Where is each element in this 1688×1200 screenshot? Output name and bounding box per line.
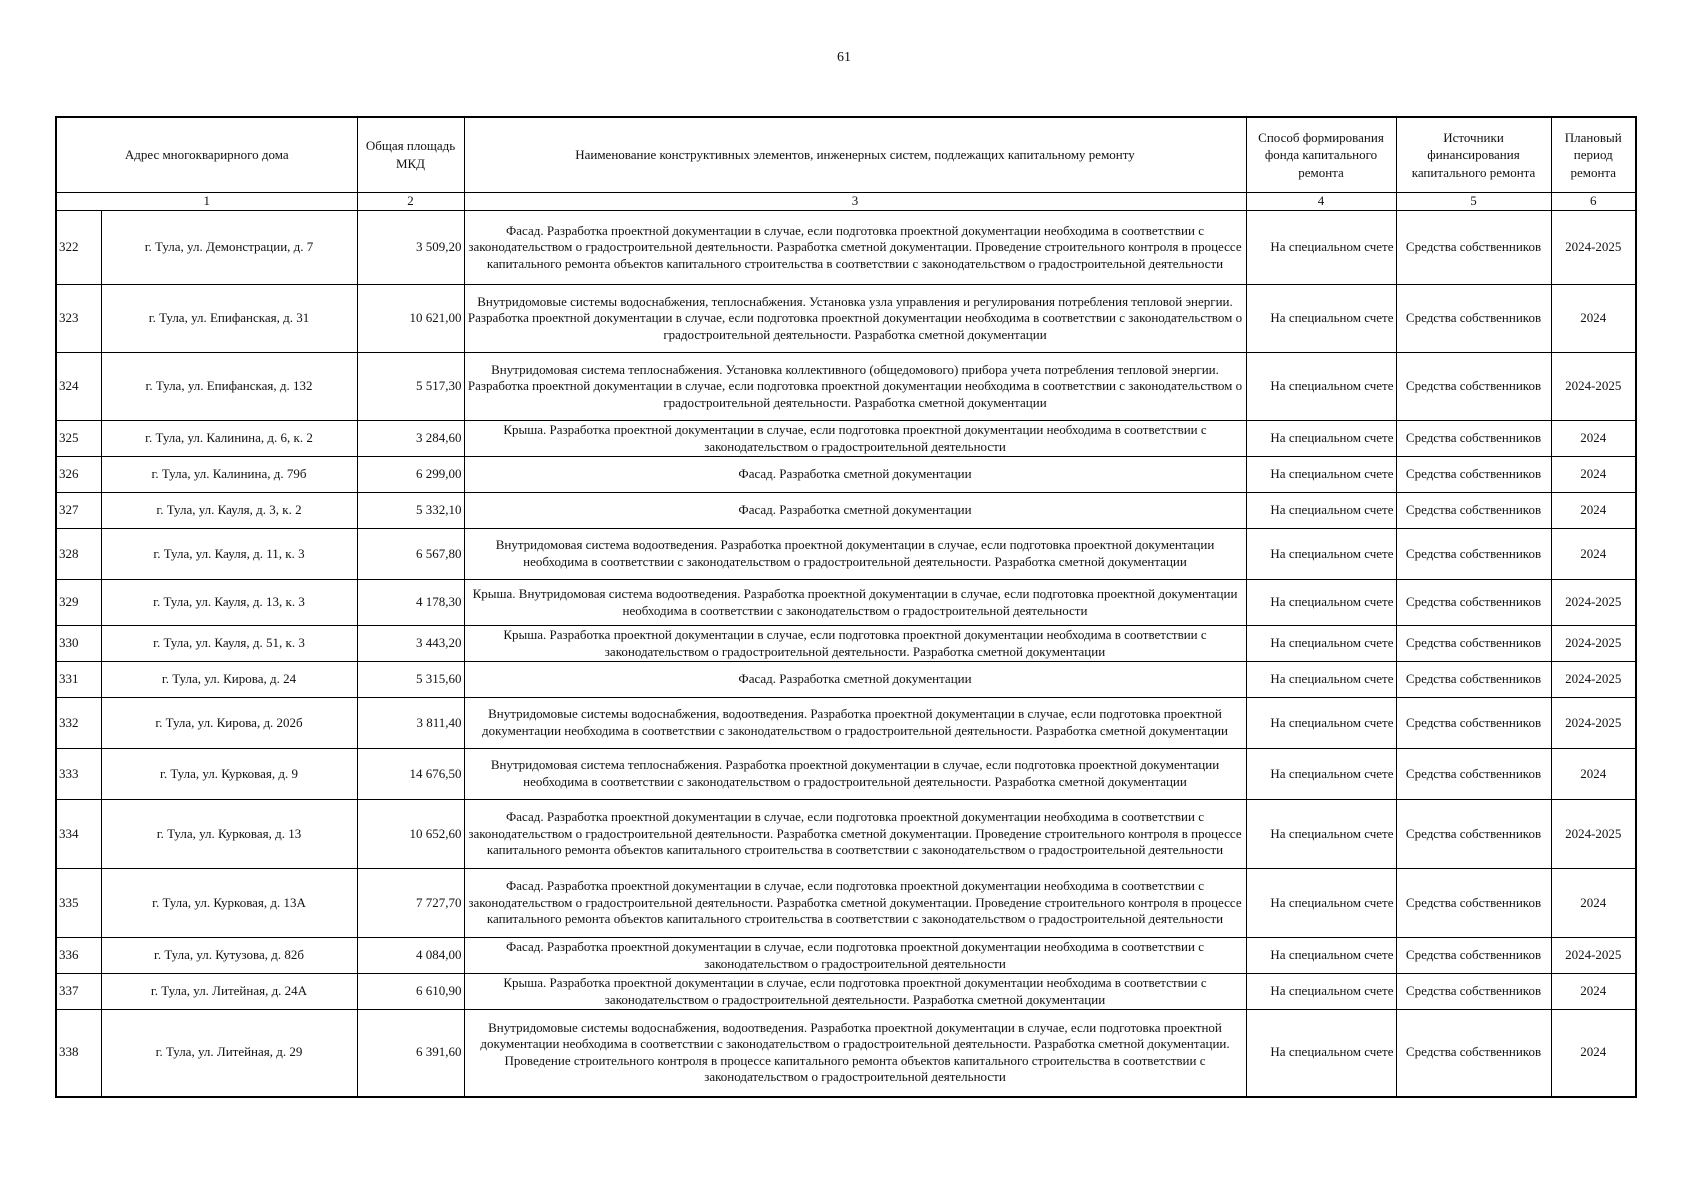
method-cell: На специальном счете: [1246, 529, 1396, 580]
page-number: 61: [837, 50, 851, 65]
area-cell: 6 610,90: [357, 974, 464, 1010]
period-cell: 2024: [1551, 285, 1636, 353]
description-cell: Внутридомовая система водоотведения. Разработка проектной документации в случае, если подготовка проектной документации необходима в соответствии с законодательством о градостроительной деятельности. Разработка сметной документации: [464, 529, 1246, 580]
header-method: Способ формирования фонда капитального ремонта: [1246, 117, 1396, 193]
table-row: [56, 285, 1636, 353]
area-cell: 7 727,70: [357, 869, 464, 938]
source-cell: Средства собственников: [1396, 529, 1551, 580]
source-cell: Средства собственников: [1396, 974, 1551, 1010]
address-cell: г. Тула, ул. Кирова, д. 24: [101, 662, 357, 698]
description-cell: Внутридомовая система теплоснабжения. Разработка проектной документации в случае, если подготовка проектной документации необходима в соответствии с законодательством о градостроительной деятельности. Разработка сметной документации: [464, 749, 1246, 800]
row-number: 324: [56, 353, 101, 421]
description-cell: Внутридомовые системы водоснабжения, водоотведения. Разработка проектной документации в случае, если подготовка проектной документации необходима в соответствии с законодательством о градостроительной деятельности. Разработка сметной документации: [464, 698, 1246, 749]
address-cell: г. Тула, ул. Курковая, д. 13А: [101, 869, 357, 938]
row-number: 327: [56, 493, 101, 529]
row-number: 332: [56, 698, 101, 749]
method-cell: На специальном счете: [1246, 662, 1396, 698]
row-number: 323: [56, 285, 101, 353]
area-cell: 3 811,40: [357, 698, 464, 749]
column-number: 2: [357, 193, 464, 211]
method-cell: На специальном счете: [1246, 211, 1396, 285]
table-row: [56, 457, 1636, 493]
period-cell: 2024: [1551, 421, 1636, 457]
period-cell: 2024-2025: [1551, 211, 1636, 285]
table-row: [56, 353, 1636, 421]
header-elements: Наименование конструктивных элементов, инженерных систем, подлежащих капитальному ремонту: [464, 117, 1246, 193]
method-cell: На специальном счете: [1246, 974, 1396, 1010]
address-cell: г. Тула, ул. Литейная, д. 29: [101, 1010, 357, 1097]
address-cell: г. Тула, ул. Курковая, д. 9: [101, 749, 357, 800]
row-number: 338: [56, 1010, 101, 1097]
table-row: [56, 869, 1636, 938]
source-cell: Средства собственников: [1396, 580, 1551, 626]
method-cell: На специальном счете: [1246, 421, 1396, 457]
header-address: Адрес многокварирного дома: [56, 117, 357, 193]
area-cell: 4 084,00: [357, 938, 464, 974]
address-cell: г. Тула, ул. Кауля, д. 13, к. 3: [101, 580, 357, 626]
column-number: 6: [1551, 193, 1636, 211]
period-cell: 2024-2025: [1551, 626, 1636, 662]
method-cell: На специальном счете: [1246, 800, 1396, 869]
table-row: [56, 421, 1636, 457]
row-number: 326: [56, 457, 101, 493]
address-cell: г. Тула, ул. Калинина, д. 79б: [101, 457, 357, 493]
address-cell: г. Тула, ул. Епифанская, д. 132: [101, 353, 357, 421]
table-row: [56, 974, 1636, 1010]
method-cell: На специальном счете: [1246, 938, 1396, 974]
column-number: 5: [1396, 193, 1551, 211]
description-cell: Фасад. Разработка проектной документации в случае, если подготовка проектной документации необходима в соответствии с законодательством о градостроительной деятельности: [464, 938, 1246, 974]
address-cell: г. Тула, ул. Демонстрации, д. 7: [101, 211, 357, 285]
address-cell: г. Тула, ул. Кауля, д. 51, к. 3: [101, 626, 357, 662]
method-cell: На специальном счете: [1246, 353, 1396, 421]
source-cell: Средства собственников: [1396, 353, 1551, 421]
method-cell: На специальном счете: [1246, 869, 1396, 938]
source-cell: Средства собственников: [1396, 493, 1551, 529]
capital-repair-table: [55, 116, 1637, 1098]
description-cell: Крыша. Разработка проектной документации в случае, если подготовка проектной документации необходима в соответствии с законодательством о градостроительной деятельности. Разработка сметной документации: [464, 974, 1246, 1010]
table-row: [56, 211, 1636, 285]
period-cell: 2024: [1551, 1010, 1636, 1097]
row-number: 330: [56, 626, 101, 662]
table-row: [56, 800, 1636, 869]
method-cell: На специальном счете: [1246, 1010, 1396, 1097]
source-cell: Средства собственников: [1396, 749, 1551, 800]
row-number: 331: [56, 662, 101, 698]
column-number: 1: [56, 193, 357, 211]
description-cell: Крыша. Разработка проектной документации в случае, если подготовка проектной документации необходима в соответствии с законодательством о градостроительной деятельности: [464, 421, 1246, 457]
period-cell: 2024-2025: [1551, 698, 1636, 749]
header-row: [56, 117, 1636, 193]
period-cell: 2024: [1551, 749, 1636, 800]
address-cell: г. Тула, ул. Кирова, д. 202б: [101, 698, 357, 749]
column-numbers-row: [56, 193, 1636, 211]
header-sources: Источники финансирования капитального ремонта: [1396, 117, 1551, 193]
row-number: 322: [56, 211, 101, 285]
address-cell: г. Тула, ул. Калинина, д. 6, к. 2: [101, 421, 357, 457]
table-row: [56, 938, 1636, 974]
row-number: 337: [56, 974, 101, 1010]
method-cell: На специальном счете: [1246, 580, 1396, 626]
period-cell: 2024-2025: [1551, 353, 1636, 421]
area-cell: 10 652,60: [357, 800, 464, 869]
row-number: 334: [56, 800, 101, 869]
table-row: [56, 580, 1636, 626]
description-cell: Крыша. Разработка проектной документации в случае, если подготовка проектной документации необходима в соответствии с законодательством о градостроительной деятельности. Разработка сметной документации: [464, 626, 1246, 662]
description-cell: Внутридомовые системы водоснабжения, теплоснабжения. Установка узла управления и регулирования потребления тепловой энергии. Разработка проектной документации в случае, если подготовка проектной документации необходима в соответствии с законодательством о градостроительной деятельности. Разработка сметной документации: [464, 285, 1246, 353]
table-row: [56, 626, 1636, 662]
table-row: [56, 493, 1636, 529]
address-cell: г. Тула, ул. Литейная, д. 24А: [101, 974, 357, 1010]
row-number: 333: [56, 749, 101, 800]
period-cell: 2024-2025: [1551, 662, 1636, 698]
area-cell: 4 178,30: [357, 580, 464, 626]
area-cell: 3 509,20: [357, 211, 464, 285]
method-cell: На специальном счете: [1246, 493, 1396, 529]
description-cell: Фасад. Разработка проектной документации в случае, если подготовка проектной документации необходима в соответствии с законодательством о градостроительной деятельности. Разработка сметной документации. Проведение строительного контроля в процессе капитального ремонта объектов капитального строительства в соответствии с законодательством о градостроительной деятельности: [464, 800, 1246, 869]
area-cell: 5 517,30: [357, 353, 464, 421]
header-period: Плановый период ремонта: [1551, 117, 1636, 193]
period-cell: 2024: [1551, 974, 1636, 1010]
area-cell: 14 676,50: [357, 749, 464, 800]
period-cell: 2024: [1551, 529, 1636, 580]
area-cell: 3 443,20: [357, 626, 464, 662]
description-cell: Крыша. Внутридомовая система водоотведения. Разработка проектной документации в случае, если подготовка проектной документации необходима в соответствии с законодательством о градостроительной деятельности: [464, 580, 1246, 626]
period-cell: 2024: [1551, 457, 1636, 493]
source-cell: Средства собственников: [1396, 626, 1551, 662]
row-number: 328: [56, 529, 101, 580]
method-cell: На специальном счете: [1246, 626, 1396, 662]
method-cell: На специальном счете: [1246, 698, 1396, 749]
address-cell: г. Тула, ул. Курковая, д. 13: [101, 800, 357, 869]
source-cell: Средства собственников: [1396, 800, 1551, 869]
description-cell: Фасад. Разработка сметной документации: [464, 662, 1246, 698]
area-cell: 3 284,60: [357, 421, 464, 457]
source-cell: Средства собственников: [1396, 211, 1551, 285]
method-cell: На специальном счете: [1246, 285, 1396, 353]
source-cell: Средства собственников: [1396, 698, 1551, 749]
area-cell: 10 621,00: [357, 285, 464, 353]
source-cell: Средства собственников: [1396, 869, 1551, 938]
table-row: [56, 698, 1636, 749]
period-cell: 2024-2025: [1551, 580, 1636, 626]
description-cell: Фасад. Разработка проектной документации в случае, если подготовка проектной документации необходима в соответствии с законодательством о градостроительной деятельности. Разработка сметной документации. Проведение строительного контроля в процессе капитального ремонта объектов капитального строительства в соответствии с законодательством о градостроительной деятельности: [464, 869, 1246, 938]
description-cell: Фасад. Разработка сметной документации: [464, 457, 1246, 493]
header-area: Общая площадь МКД: [357, 117, 464, 193]
description-cell: Внутридомовая система теплоснабжения. Установка коллективного (общедомового) прибора учета потребления тепловой энергии. Разработка проектной документации в случае, если подготовка проектной документации необходима в соответствии с законодательством о градостроительной деятельности. Разработка сметной документации: [464, 353, 1246, 421]
column-number: 4: [1246, 193, 1396, 211]
column-number: 3: [464, 193, 1246, 211]
period-cell: 2024: [1551, 493, 1636, 529]
address-cell: г. Тула, ул. Кауля, д. 11, к. 3: [101, 529, 357, 580]
row-number: 329: [56, 580, 101, 626]
source-cell: Средства собственников: [1396, 662, 1551, 698]
area-cell: 6 299,00: [357, 457, 464, 493]
address-cell: г. Тула, ул. Кауля, д. 3, к. 2: [101, 493, 357, 529]
source-cell: Средства собственников: [1396, 457, 1551, 493]
area-cell: 5 332,10: [357, 493, 464, 529]
area-cell: 6 567,80: [357, 529, 464, 580]
area-cell: 6 391,60: [357, 1010, 464, 1097]
address-cell: г. Тула, ул. Кутузова, д. 82б: [101, 938, 357, 974]
period-cell: 2024-2025: [1551, 800, 1636, 869]
period-cell: 2024-2025: [1551, 938, 1636, 974]
table-row: [56, 529, 1636, 580]
area-cell: 5 315,60: [357, 662, 464, 698]
table-row: [56, 1010, 1636, 1097]
method-cell: На специальном счете: [1246, 749, 1396, 800]
row-number: 335: [56, 869, 101, 938]
source-cell: Средства собственников: [1396, 421, 1551, 457]
table-row: [56, 662, 1636, 698]
source-cell: Средства собственников: [1396, 285, 1551, 353]
method-cell: На специальном счете: [1246, 457, 1396, 493]
description-cell: Фасад. Разработка сметной документации: [464, 493, 1246, 529]
address-cell: г. Тула, ул. Епифанская, д. 31: [101, 285, 357, 353]
row-number: 336: [56, 938, 101, 974]
description-cell: Фасад. Разработка проектной документации в случае, если подготовка проектной документации необходима в соответствии с законодательством о градостроительной деятельности. Разработка сметной документации. Проведение строительного контроля в процессе капитального ремонта объектов капитального строительства в соответствии с законодательством о градостроительной деятельности: [464, 211, 1246, 285]
source-cell: Средства собственников: [1396, 938, 1551, 974]
row-number: 325: [56, 421, 101, 457]
table-row: [56, 749, 1636, 800]
period-cell: 2024: [1551, 869, 1636, 938]
description-cell: Внутридомовые системы водоснабжения, водоотведения. Разработка проектной документации в случае, если подготовка проектной документации необходима в соответствии с законодательством о градостроительной деятельности. Разработка сметной документации. Проведение строительного контроля в процессе капитального ремонта объектов капитального строительства в соответствии с законодательством о градостроительной деятельности: [464, 1010, 1246, 1097]
source-cell: Средства собственников: [1396, 1010, 1551, 1097]
